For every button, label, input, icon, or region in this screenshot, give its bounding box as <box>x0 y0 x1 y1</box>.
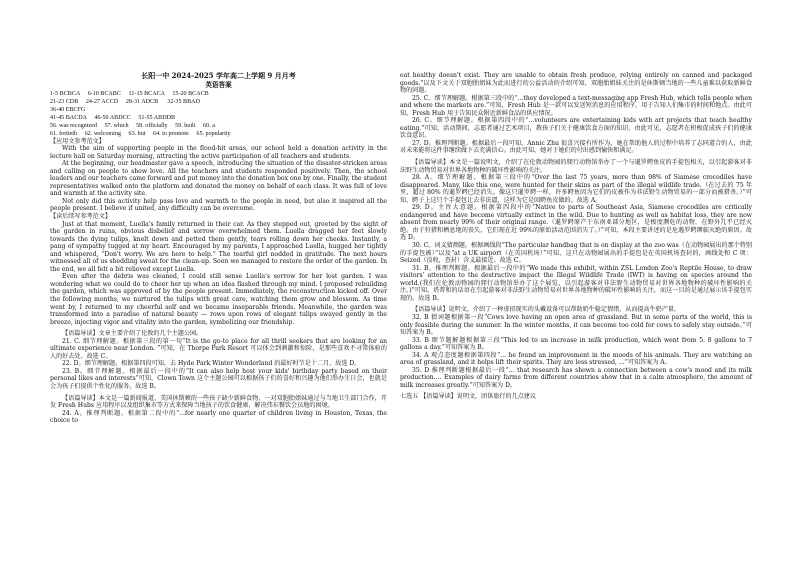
answer-key-line: 61. fortieth 62. welcoming 63. but 64. to promote 65. popularity <box>50 130 231 137</box>
essay-paragraph: Not only did this activity help pass love and warmth to the people in need, but also it inspired all the people present. I believe if united, any difficulty can be overcome. <box>50 197 387 213</box>
essay-paragraph: Just at that moment, Luella's family returned in their car. As they stepped out, greeted by the sight of the garden in ruins, obvious disbelief and sorrow overwhelmed them. Luella dragged her feet slowly towards the dying tulips, knelt down and petted them gently, tears rolling down her cheeks. Instantly, a pang of sympathy tugged at my heart. Encouraged by my parents, I approached Luella, hugged her tightly and whispered, “Don't worry. We are here to help.” The tearful girl nodded in gratitude. The next hours witnessed all of us shedding sweat for the clean-up. Soon we managed to restore the order of the garden. In the end, we all felt a bit relieved except Luella. <box>50 220 387 273</box>
answer-explanation: 29. D。主旨大意题。根据第四段中的“Native to parts of Southeast Asia, Siamese crocodiles are critically endangered and have become virtually extinct in the wild. Due to hunting as well as habitat loss, they are now absent from nearly 99% of their original range.（暹罗鳄原产于东南亚部分地区，是极度濒危的动物，在野外几乎已经灭绝。由于狩猎和栖息地的丧失，它们现在近 99%的原始活动范围消失了。）”可知，本段主要讲述的是危遇罗鳄濒临灭绝的原因。故选 D。 <box>400 204 752 242</box>
reading-guide: 【语篇导读】文章主要介绍了伦敦的几个主题公园。 <box>62 330 203 338</box>
answer-explanation: 32. B 猜词题根据第一段“Cows love having an open area of grassland. But in some parts of the world, this is only feasible during the summer. In the winter months, it can become too cold for cows to safely stay outside。”可知答案为 B。 <box>400 313 752 337</box>
answer-explanation: 22. D。细节理解题。根据第四段可知，去 Hyde Park Winter Wonderland 的最好时节是十二月，故选 D。 <box>62 360 361 368</box>
answer-explanation: 30. C。词义猜测题。根据画线段“The particular handbag that is on display at the zoo was（在动物园展出的那个特别的手提包被）”以及“at a UK airport（在英国机场）”可知，这只在动物园展出的手提包是在英国机场查封的，画线处和 C 项：Seized（没收，查封）含义最接近。故选 C。 <box>400 242 752 265</box>
reading-guide: 【语篇导读】本文是一篇新闻报道，美国休斯顿的一些孩子缺少新鲜食物，一对双胞胎姐妹通过与当地卫生部门合作，开发 Fresh Hubs 应用程序以及组织集市等方式来保障当地孩子的饮食健康，解决伟东餐饮会员地的困境。 <box>50 394 387 410</box>
reading-guide: 【语篇导读】说明文，介绍了一种虚拟现实的头戴设备可以帮助奶牛稳定情绪，从而提高牛奶产量。 <box>412 306 681 314</box>
answer-explanation: 33. B 细节题解题根据第三段“This led to an increase in milk production, which went from 5. 8 gallons to 7 gallons a day.”可知答案为 B。 <box>400 336 752 352</box>
answer-explanation: eat healthy doesn't exist. They are unable to obtain fresh produce, relying entirely on canned and packaged goods.”以及下文关于双胞胎姐妹为此而进行的公益活动的介绍可知，双胞胎姐妹关注的是休斯顿当地的一些儿童难以获取新鲜食物的问题。 <box>400 72 752 95</box>
section-heading: 【应用文参考范文】 <box>50 137 105 145</box>
reading-guide: 【语篇导读】本文是一篇说明文，介绍了在伦敦动物园的爬行动物馆举办了一个与暹罗鳄鱼皮的手提包相关，以引起游客对非法野生动物贸易对世界各地物种的破坏性影响的关注。 <box>400 159 752 174</box>
answer-explanation: 21. C. 细节理解题。根据第三段的第一句“It is the go-to place for all thrill seekers that are looking for an ultimate experience near London. ”可知，在 Thorpe Park Resort 可以体会到刺激和惊险，是那些喜欢不寻常体验的人的好去处。故选 C。 <box>50 337 387 360</box>
right-column <box>400 0 752 401</box>
essay-paragraph: With the aim of supporting people in the flood-hit areas, our school held a donation activity in the lecture hall on Saturday morning, attracting the active participation of all teachers and students. <box>50 145 387 160</box>
answer-explanation: 26. C。细节理解题。根据第四段中的“...volunteers are entertaining kids with art projects that teach healthy eating.”可知，活动期间，志愿者通过艺术项目，教孩子们关于健康饮食方面的知识。由此可见，志愿者在积极促成孩子们的健康饮食意识。 <box>400 117 752 140</box>
answer-explanation: 23. B。细节理解题。根据最后一段中的“It can also help host your kids' birthday party based on their personal likes and interests”可知，Clown Town 这个主题公园可以根据孩子们的喜好和兴趣为他们举办生日会，也就是会为孩子们提供个性化的服务。故选 B。 <box>50 367 387 390</box>
answer-key-line: 21-23 CDB 24-27 ACCD 28-31 ADCB 32-35 BBAD <box>50 98 200 105</box>
answer-explanation: 27. D。推理判断题。根据最后一段可知，Annic Zhu 很喜兴接有所作为，她在帮助他人的过程中培养了志同道合的人，由此对未来能将这件事继续做下去充满信心。由此可知，她对于她们的付出感到愉快和满足。 <box>400 139 752 155</box>
answer-explanation: 31. B。推理判断题。根据最后一段中的“We made this exhibit, within ZSL London Zoo's Reptile House, to draw visitors' attention to the destructive impact the Illegal Wildlife Trade (IWT) is having on species around the world.(我们在伦敦动物园的爬行动物馆举办了这个展览，以引起游客对非法野生动物贸易对世界各地物种的破坏性影响的关注。)”可知，塔普和的话语在引起游客对非法野生动物贸易对世界各地物种的破坏性影响的关注，而这一目的是通过展示该手提包实现的。故选 B。 <box>400 264 752 302</box>
answer-key <box>50 90 387 138</box>
answer-key-line: 41-45 BACDA 46-50 ABDCC 51-55 ABDDB <box>50 114 176 121</box>
answer-key-line: 1-5 BCBCA 6-10 BCABC 11-15 BCACA 15-20 BCACB <box>50 90 209 97</box>
section-heading: 【读后续写参考范文】 <box>50 212 111 220</box>
answer-explanation: 25. C。细节理解题。根据第三段中的“...they developed a text-messaging app Fresh Hub, which tells people when and where the markets are.”可知，Fresh Hub 是一款可以发送短消息的应用程序，用于告知人们集市的时间和地点。由此可知，Fresh Hub 用于告知民众附近新鲜食品的供应情况。 <box>400 94 752 117</box>
answer-explanation: 35. D 推理判断题根据最后一段“... that research has shown a connection between a cow's mood and its milk production.... Examples of dairy farms from different countries show that in a calm atmosphere, the amount of milk increases greatly.”可知答案为 D。 <box>400 366 752 389</box>
section-heading: 七选五 【语篇导读】说明文，团体旅行的几点建议 <box>400 393 536 401</box>
page-subtitle: 英语答案 <box>205 80 232 89</box>
answer-key-line: 36-40 EBCFG <box>50 106 86 113</box>
page-title: 长阳一中 2024-2025 学年高二上学期 9 月月考 <box>141 71 296 80</box>
left-column <box>50 0 387 425</box>
answer-explanation: 34. A 观点态度题根据第四段“... he found an improvement in the moods of his animals. They are watching an area of grassland, and it helps lift their spirits. They are less stressed, ...”可知答案为 A。 <box>400 351 752 367</box>
answer-key-line: 56. was recognized 57. which 58. officially 59. built 60. a <box>50 122 215 129</box>
essay-paragraph: At the beginning, our headmaster gave a speech, introducing the situation of the disaster-stricken areas and calling on people to show love. All the teachers and students responded positively. Then, the school leaders and our teachers came forward and put money into the donation box one by one. Finally, the student representatives walked onto the platform and donated the money on behalf of each class. It was full of love and warmth at the activity site. <box>50 160 387 198</box>
answer-explanation: 24. A。推理判断题。根据第二段中的“...for nearly one quarter of children living in Houston, Texas, the choice to <box>50 409 387 425</box>
answer-explanation: 28. A。细节理解题。根据第三段中的“Over the last 75 years, more than 98% of Siamese crocodiles have disappeared. Many, like this one, were hunted for their skins as part of the illegal wildlife trade.（在过去的 75 年里，超过 80% 的暹罗鳄已经消失。像这只暹罗鳄一样，许多鳄鱼因为它们的皮被作为非法野生动物贸易的一部分而被猎杀。）”可知，鳄子上这只个手提包让去非法逼，这样为它是回鳄鱼皮做的。故选 A。 <box>400 174 752 204</box>
essay-paragraph: Even after the debris was cleaned, I could still sense Luella's sorrow for her lost garden. I was wondering what we could do to cheer her up when an idea flashed through my mind. I proposed rebuilding the garden, which was approved of by the people present. Immediately, the reconstruction kicked off. Over the following months, we nurtured the tulips with great care, watching them grow and blossom. As time went by, I returned to my cheerful self and we became inseparable friends. Meanwhile, the garden was transformed into a paradise of natural beauty — rows upon rows of elegant tulips swayed gently in the breeze, injecting vigor and vitality into the garden, symbolizing our friendship. <box>50 273 387 326</box>
